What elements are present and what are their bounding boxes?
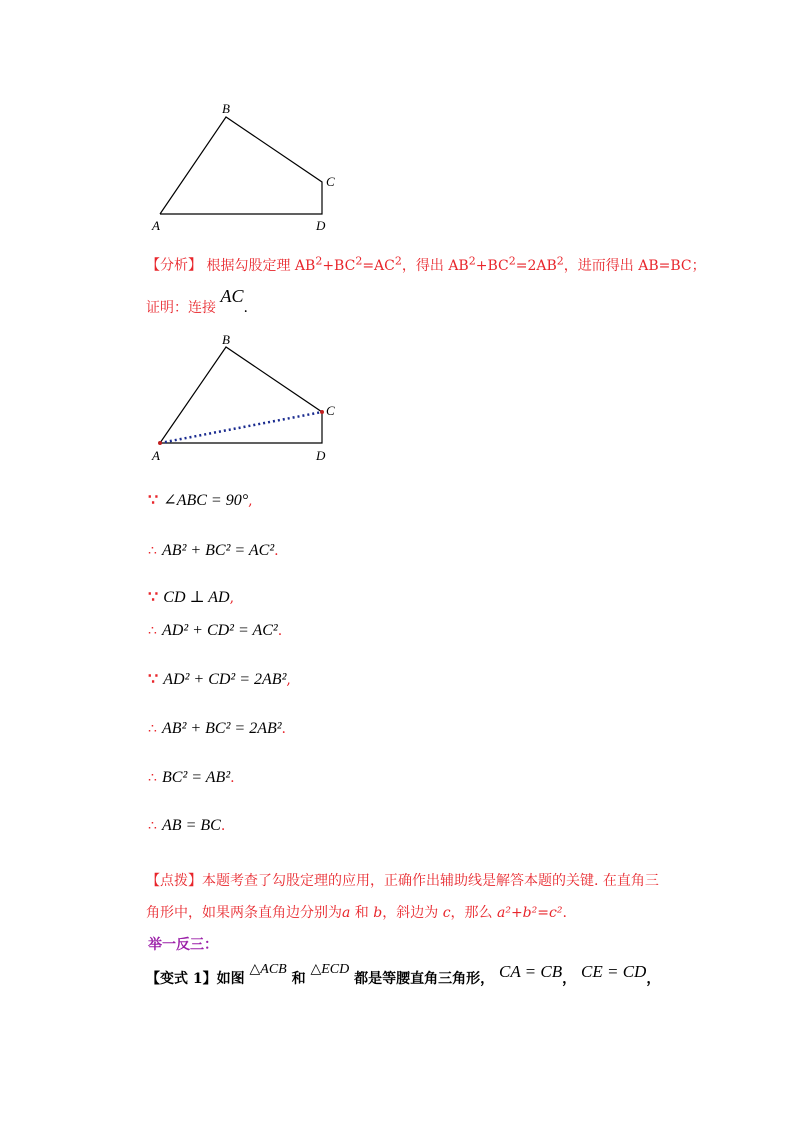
point-c-dot [320, 410, 324, 414]
therefore-symbol: ∴ [148, 623, 157, 639]
step-math: ∠ABC = 90° [163, 492, 249, 509]
proof-step [148, 587, 234, 607]
step-math: AD² + CD² = 2AB² [163, 671, 287, 688]
vertex-label-a: A [152, 218, 160, 233]
therefore-symbol: ∴ [148, 543, 157, 559]
proof-step [148, 490, 253, 510]
therefore-symbol: ∴ [148, 818, 157, 834]
vertex-label-c: C [326, 174, 335, 189]
therefore-symbol: ∴ [148, 721, 157, 737]
equation-ca-cb: CA = CB [499, 962, 563, 981]
step-end: , [248, 493, 253, 509]
proof-step [148, 718, 286, 738]
tips-line-2: 角形中，如果两条直角边分别为a 和 b，斜边为 c，那么 a²+b²=c². [146, 905, 567, 921]
proof-intro-text: 证明：连接 [146, 300, 216, 316]
variant-1: 【变式 1】如图 △ACB 和 △ECD 都是等腰直角三角形， CA = CB， CE = CD， [146, 962, 661, 987]
variant-and: 和 [291, 971, 306, 987]
vertex-label-c-2: C [326, 403, 335, 418]
proof-intro [146, 286, 248, 317]
tips-line-1: 【点拨】本题考查了勾股定理的应用，正确作出辅助线是解答本题的关键. 在直角三 [146, 873, 659, 889]
proof-step [148, 669, 291, 689]
quadrilateral-outline-2 [160, 347, 322, 443]
because-symbol: ∵ [148, 587, 159, 606]
step-math: BC² = AB² [162, 769, 231, 786]
figure-quadrilateral-2 [150, 333, 350, 465]
vertex-label-d: D [316, 218, 326, 233]
proof-intro-end: . [243, 300, 248, 316]
proof-step [148, 620, 282, 640]
proof-intro-math: AC [220, 286, 244, 306]
vertex-label-b-2: B [222, 333, 230, 347]
therefore-symbol: ∴ [148, 770, 157, 786]
analysis-tag: 【分析】 [146, 257, 202, 274]
step-math: AB = BC [162, 817, 221, 834]
pythagorean-formula: a²+b²=c² [496, 905, 563, 921]
step-math: CD ⊥ AD [163, 589, 230, 606]
figure-quadrilateral-1 [150, 100, 350, 235]
vertex-label-a-2: A [152, 448, 160, 463]
analysis-line [146, 254, 706, 275]
quadrilateral-outline [160, 117, 322, 214]
step-end: . [277, 623, 283, 639]
step-end: . [274, 543, 279, 559]
variant-text-1: 如图 [216, 971, 245, 987]
step-end: , [286, 672, 291, 688]
step-end: . [281, 721, 286, 737]
analysis-text: 根据勾股定理 $AB^2+BC^2=AC^2$，得出 $AB^2+BC^2=2AB^2$，进而得出 AB=BC； [206, 254, 706, 274]
equation-ce-cd: CE = CD [581, 962, 647, 981]
because-symbol: ∵ [148, 669, 159, 688]
proof-step [148, 815, 225, 835]
proof-step [148, 540, 279, 560]
because-symbol: ∵ [148, 490, 159, 509]
step-end: , [229, 590, 235, 606]
vertex-label-b: B [222, 101, 230, 116]
auxiliary-line-ac [160, 412, 322, 443]
triangle-acb: △ACB [249, 962, 287, 977]
vertex-label-d-2: D [316, 448, 326, 463]
triangle-ecd: △ECD [310, 962, 350, 977]
variant-tag: 【变式 1】 [146, 971, 217, 987]
step-math: AD² + CD² = AC² [162, 622, 278, 639]
step-end: . [230, 770, 235, 786]
practice-title: 举一反三： [148, 937, 218, 953]
step-math: AB² + BC² = 2AB² [162, 720, 282, 737]
variant-text-2: 都是等腰直角三角形， [354, 971, 495, 987]
point-a-dot [158, 441, 162, 445]
proof-step [148, 767, 235, 787]
step-end: . [220, 818, 226, 834]
step-math: AB² + BC² = AC² [162, 542, 275, 559]
